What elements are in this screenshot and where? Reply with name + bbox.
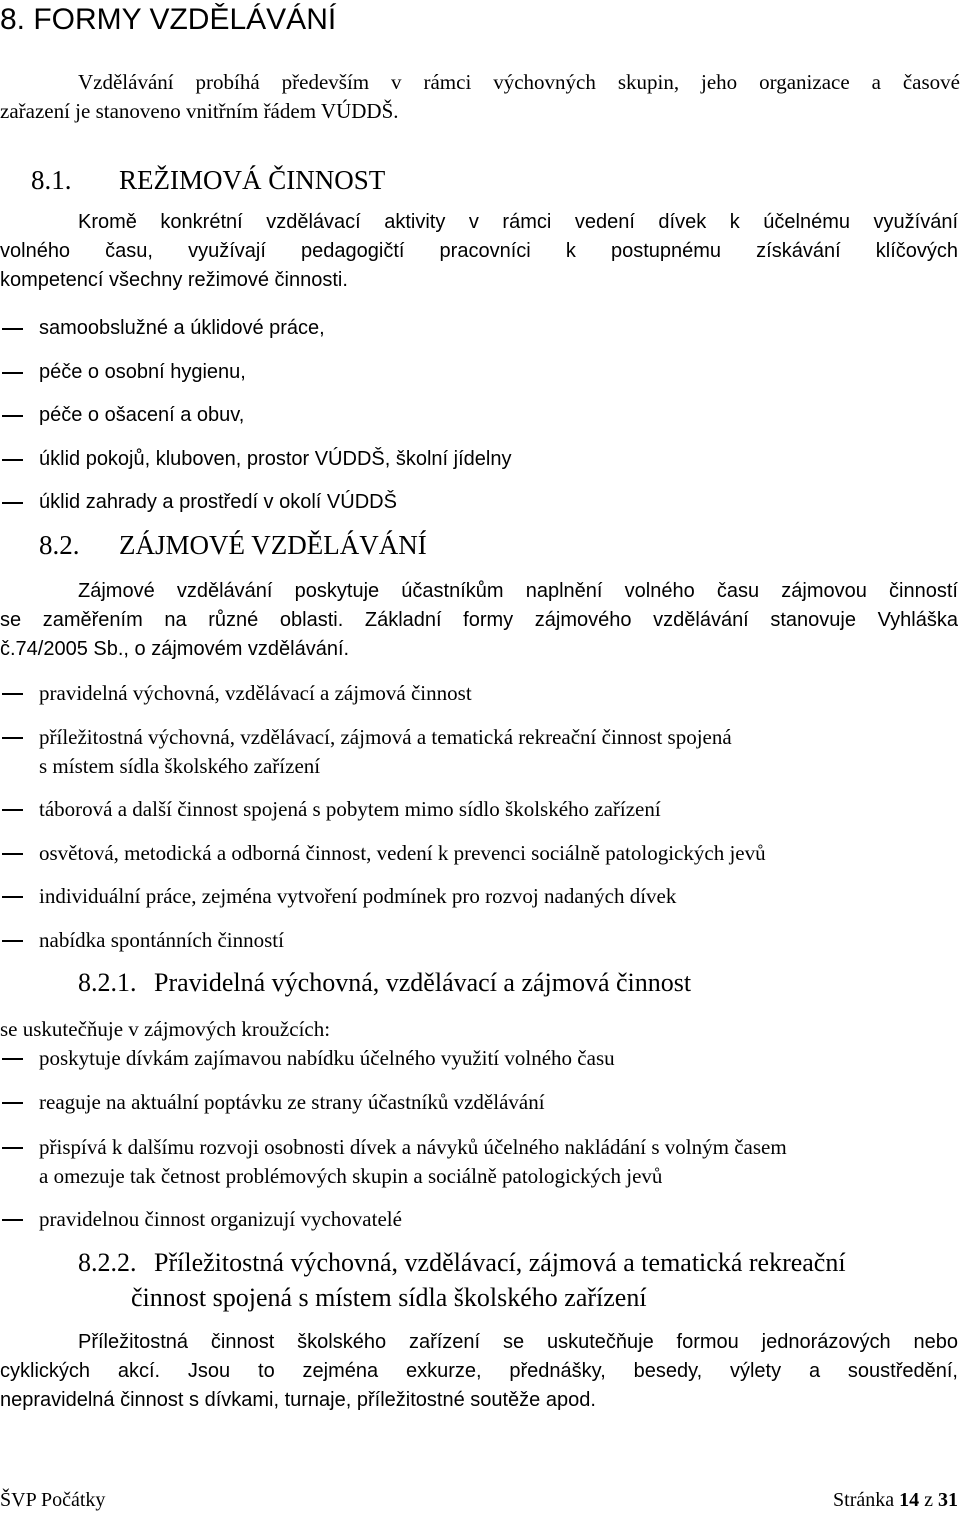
s822-line: cyklických akcí. Jsou to zejména exkurze, přednášky, besedy, výlety a soustředění, — [0, 1360, 958, 1382]
footer-left: ŠVP Počátky — [0, 1489, 106, 1511]
dash-icon — [2, 415, 23, 417]
s822-line: nepravidelná činnost s dívkami, turnaje, příležitostné soutěže apod. — [0, 1389, 596, 1411]
s82-line: Zájmové vzdělávání poskytuje účastníkům naplnění volného času zájmovou činností — [78, 580, 958, 602]
list-item-text: úklid pokojů, kluboven, prostor VÚDDŠ, školní jídelny — [39, 448, 512, 470]
s81-paragraph — [0, 208, 958, 295]
page-label: Stránka — [833, 1489, 895, 1511]
intro-paragraph — [0, 68, 960, 126]
s82-line: se zaměřením na různé oblasti. Základní formy zájmového vzdělávání stanovuje Vyhláška — [0, 609, 958, 631]
dash-icon — [2, 372, 23, 374]
dash-icon — [2, 693, 23, 695]
s81-line: Kromě konkrétní vzdělávací aktivity v rámci vedení dívek k účelnému využívání — [78, 211, 958, 233]
page-total: 31 — [938, 1489, 958, 1511]
dash-icon — [2, 737, 23, 739]
list-item-text: úklid zahrady a prostředí v okolí VÚDDŠ — [39, 491, 397, 513]
dash-icon — [2, 940, 23, 942]
section-number: 8.2. — [39, 530, 80, 560]
section-title-line: činnost spojená s místem sídla školského zařízení — [131, 1283, 647, 1312]
dash-icon — [2, 328, 23, 330]
dash-icon — [2, 853, 23, 855]
list-item-text: táborová a další činnost spojená s pobytem mimo sídlo školského zařízení — [39, 797, 661, 821]
list-item-text: nabídka spontánních činností — [39, 928, 284, 952]
section-number: 8.2.2. — [78, 1248, 137, 1277]
dash-icon — [2, 896, 23, 898]
section-title-line: Příležitostná výchovná, vzdělávací, zájmová a tematická rekreační — [154, 1248, 846, 1277]
section-number: 8.1. — [31, 165, 72, 195]
list-item-text: individuální práce, zejména vytvoření podmínek pro rozvoj nadaných dívek — [39, 884, 677, 908]
s82-paragraph — [0, 577, 958, 664]
s81-line: kompetencí všechny režimové činnosti. — [0, 269, 348, 291]
list-item-text: poskytuje dívkám zajímavou nabídku účelného využití volného času — [39, 1046, 615, 1070]
dash-icon — [2, 502, 23, 504]
intro-line: Vzdělávání probíhá především v rámci výchovných skupin, jeho organizace a časové — [78, 70, 960, 94]
list-item-text: péče o ošacení a obuv, — [39, 404, 245, 426]
s822-paragraph — [0, 1328, 958, 1415]
list-item-text: osvětová, metodická a odborná činnost, vedení k prevenci sociálně patologických jevů — [39, 841, 766, 865]
list-item-text: pravidelná výchovná, vzdělávací a zájmová činnost — [39, 681, 472, 705]
list-item-text: s místem sídla školského zařízení — [39, 754, 321, 778]
section-title: Pravidelná výchovná, vzdělávací a zájmová činnost — [154, 968, 692, 997]
list-item-text: pravidelnou činnost organizují vychovatelé — [39, 1207, 402, 1231]
dash-icon — [2, 1102, 23, 1104]
section-heading-8-2-2 — [0, 1247, 960, 1317]
list-item-text: péče o osobní hygienu, — [39, 361, 246, 383]
footer-page-info — [833, 1488, 958, 1512]
list-item-text: příležitostná výchovná, vzdělávací, zájmová a tematická rekreační činnost spojená — [39, 725, 732, 749]
list-item-text: samoobslužné a úklidové práce, — [39, 317, 325, 339]
dash-icon — [2, 1219, 23, 1221]
page-number: 14 — [899, 1489, 920, 1511]
intro-line: zařazení je stanoveno vnitřním řádem VÚDDŠ. — [0, 99, 399, 123]
page-separator: z — [924, 1489, 933, 1511]
dash-icon — [2, 809, 23, 811]
section-title: REŽIMOVÁ ČINNOST — [119, 165, 386, 195]
dash-icon — [2, 459, 23, 461]
page-title: 8. FORMY VZDĚLÁVÁNÍ — [0, 3, 337, 36]
section-title: ZÁJMOVÉ VZDĚLÁVÁNÍ — [119, 530, 427, 560]
list-item-text: a omezuje tak četnost problémových skupin a sociálně patologických jevů — [39, 1164, 663, 1188]
list-item-text: reaguje na aktuální poptávku ze strany účastníků vzdělávání — [39, 1090, 545, 1114]
dash-icon — [2, 1058, 23, 1060]
dash-icon — [2, 1147, 23, 1149]
s822-line: Příležitostná činnost školského zařízení se uskutečňuje formou jednorázových nebo — [78, 1331, 958, 1353]
section-number: 8.2.1. — [78, 968, 137, 997]
s81-line: volného času, využívají pedagogičtí pracovníci k postupnému získávání klíčových — [0, 240, 958, 262]
s82-line: č.74/2005 Sb., o zájmovém vzdělávání. — [0, 638, 350, 660]
list-item-text: přispívá k dalšímu rozvoji osobnosti dívek a návyků účelného nakládání s volným časem — [39, 1135, 787, 1159]
s821-lead: se uskutečňuje v zájmových kroužcích: — [0, 1017, 331, 1041]
